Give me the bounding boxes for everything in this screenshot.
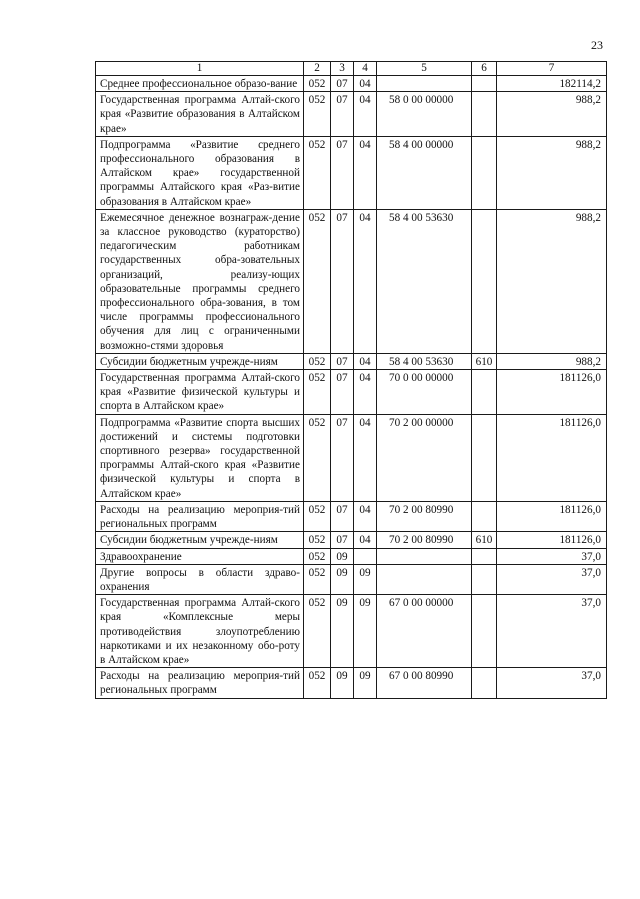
row-subsection: 09 <box>354 668 377 698</box>
row-sum: 181126,0 <box>497 501 607 531</box>
page-number: 23 <box>591 38 603 52</box>
table-row <box>96 532 607 548</box>
row-sum: 37,0 <box>497 564 607 594</box>
row-code: 052 <box>304 501 331 531</box>
table-row <box>96 353 607 369</box>
table-row <box>96 414 607 501</box>
row-type: 610 <box>472 532 497 548</box>
row-type <box>472 501 497 531</box>
row-type <box>472 668 497 698</box>
row-code: 052 <box>304 414 331 501</box>
row-sum: 37,0 <box>497 595 607 668</box>
budget-table <box>95 61 607 699</box>
row-type <box>472 414 497 501</box>
row-subsection: 09 <box>354 564 377 594</box>
row-code: 052 <box>304 532 331 548</box>
row-code: 052 <box>304 76 331 92</box>
header-cell-code: 2 <box>304 62 331 76</box>
row-article: 70 2 00 00000 <box>377 414 472 501</box>
row-name: Государственная программа Алтай-ского края «Комплексные меры противодействия злоупотреблению наркотиками и их незаконному обо-роту в Алтайском крае» <box>96 595 304 668</box>
table-row <box>96 92 607 137</box>
table-row <box>96 370 607 415</box>
table-row <box>96 595 607 668</box>
header-cell-name: 1 <box>96 62 304 76</box>
row-section: 07 <box>331 532 354 548</box>
row-code: 052 <box>304 564 331 594</box>
row-subsection: 04 <box>354 414 377 501</box>
row-code: 052 <box>304 548 331 564</box>
header-cell-sum: 7 <box>497 62 607 76</box>
row-name: Подпрограмма «Развитие спорта высших достижений и системы подготовки спортивного резерва» государственной программы Алтай-ского края «Развитие физической культуры и спорта в Алтайском крае» <box>96 414 304 501</box>
row-subsection: 04 <box>354 353 377 369</box>
table-row <box>96 76 607 92</box>
row-sum: 181126,0 <box>497 532 607 548</box>
row-code: 052 <box>304 92 331 137</box>
row-subsection: 04 <box>354 370 377 415</box>
table-row <box>96 668 607 698</box>
row-sum: 988,2 <box>497 353 607 369</box>
row-name: Подпрограмма «Развитие среднего профессионального образования в Алтайском крае» государственной программы Алтайского края «Раз-витие образования в Алтайском крае» <box>96 136 304 209</box>
row-section: 09 <box>331 564 354 594</box>
row-article: 67 0 00 80990 <box>377 668 472 698</box>
row-article: 67 0 00 00000 <box>377 595 472 668</box>
row-code: 052 <box>304 668 331 698</box>
row-subsection: 04 <box>354 532 377 548</box>
row-code: 052 <box>304 353 331 369</box>
row-article: 70 2 00 80990 <box>377 501 472 531</box>
row-sum: 37,0 <box>497 548 607 564</box>
row-code: 052 <box>304 209 331 353</box>
row-sum: 181126,0 <box>497 370 607 415</box>
row-article: 58 4 00 53630 <box>377 209 472 353</box>
row-sum: 37,0 <box>497 668 607 698</box>
row-article <box>377 76 472 92</box>
row-section: 07 <box>331 353 354 369</box>
row-name: Среднее профессиональное образо-вание <box>96 76 304 92</box>
row-type <box>472 595 497 668</box>
row-sum: 988,2 <box>497 92 607 137</box>
row-section: 07 <box>331 501 354 531</box>
row-type <box>472 76 497 92</box>
row-name: Государственная программа Алтай-ского края «Развитие образования в Алтайском крае» <box>96 92 304 137</box>
row-section: 09 <box>331 595 354 668</box>
row-type <box>472 564 497 594</box>
row-section: 07 <box>331 414 354 501</box>
header-cell-section: 3 <box>331 62 354 76</box>
row-name: Расходы на реализацию мероприя-тий региональных программ <box>96 501 304 531</box>
row-code: 052 <box>304 595 331 668</box>
row-code: 052 <box>304 136 331 209</box>
table-row <box>96 136 607 209</box>
row-name: Ежемесячное денежное вознаграж-дение за классное руководство (кураторство) педагогическим работникам государственных обра-зовательных организаций, реализу-ющих образовательные программы среднего профессионального обра-зования, в том числе программы профессионального обучения для лиц с ограниченными возможно-стями здоровья <box>96 209 304 353</box>
header-cell-article: 5 <box>377 62 472 76</box>
row-subsection: 04 <box>354 136 377 209</box>
table-row <box>96 209 607 353</box>
row-subsection: 09 <box>354 595 377 668</box>
row-subsection: 04 <box>354 501 377 531</box>
row-section: 07 <box>331 209 354 353</box>
row-sum: 181126,0 <box>497 414 607 501</box>
row-section: 09 <box>331 668 354 698</box>
table-row <box>96 501 607 531</box>
row-section: 07 <box>331 370 354 415</box>
row-section: 07 <box>331 76 354 92</box>
row-type <box>472 548 497 564</box>
row-name: Другие вопросы в области здраво-охранения <box>96 564 304 594</box>
row-article <box>377 548 472 564</box>
row-name: Расходы на реализацию мероприя-тий региональных программ <box>96 668 304 698</box>
row-sum: 988,2 <box>497 136 607 209</box>
table-row <box>96 564 607 594</box>
row-article: 58 0 00 00000 <box>377 92 472 137</box>
row-type <box>472 92 497 137</box>
row-subsection: 04 <box>354 209 377 353</box>
row-subsection: 04 <box>354 92 377 137</box>
row-type <box>472 209 497 353</box>
row-article: 58 4 00 00000 <box>377 136 472 209</box>
row-subsection: 04 <box>354 76 377 92</box>
row-section: 07 <box>331 136 354 209</box>
row-article <box>377 564 472 594</box>
row-name: Субсидии бюджетным учрежде-ниям <box>96 353 304 369</box>
row-name: Здравоохранение <box>96 548 304 564</box>
row-sum: 182114,2 <box>497 76 607 92</box>
row-section: 09 <box>331 548 354 564</box>
header-cell-subsection: 4 <box>354 62 377 76</box>
row-type <box>472 370 497 415</box>
table-row <box>96 548 607 564</box>
row-article: 70 2 00 80990 <box>377 532 472 548</box>
row-name: Государственная программа Алтай-ского края «Развитие физической культуры и спорта в Алтайском крае» <box>96 370 304 415</box>
row-sum: 988,2 <box>497 209 607 353</box>
row-type <box>472 136 497 209</box>
row-code: 052 <box>304 370 331 415</box>
row-subsection <box>354 548 377 564</box>
row-article: 70 0 00 00000 <box>377 370 472 415</box>
header-row <box>96 62 607 76</box>
row-name: Субсидии бюджетным учрежде-ниям <box>96 532 304 548</box>
row-section: 07 <box>331 92 354 137</box>
header-cell-type: 6 <box>472 62 497 76</box>
row-article: 58 4 00 53630 <box>377 353 472 369</box>
row-type: 610 <box>472 353 497 369</box>
